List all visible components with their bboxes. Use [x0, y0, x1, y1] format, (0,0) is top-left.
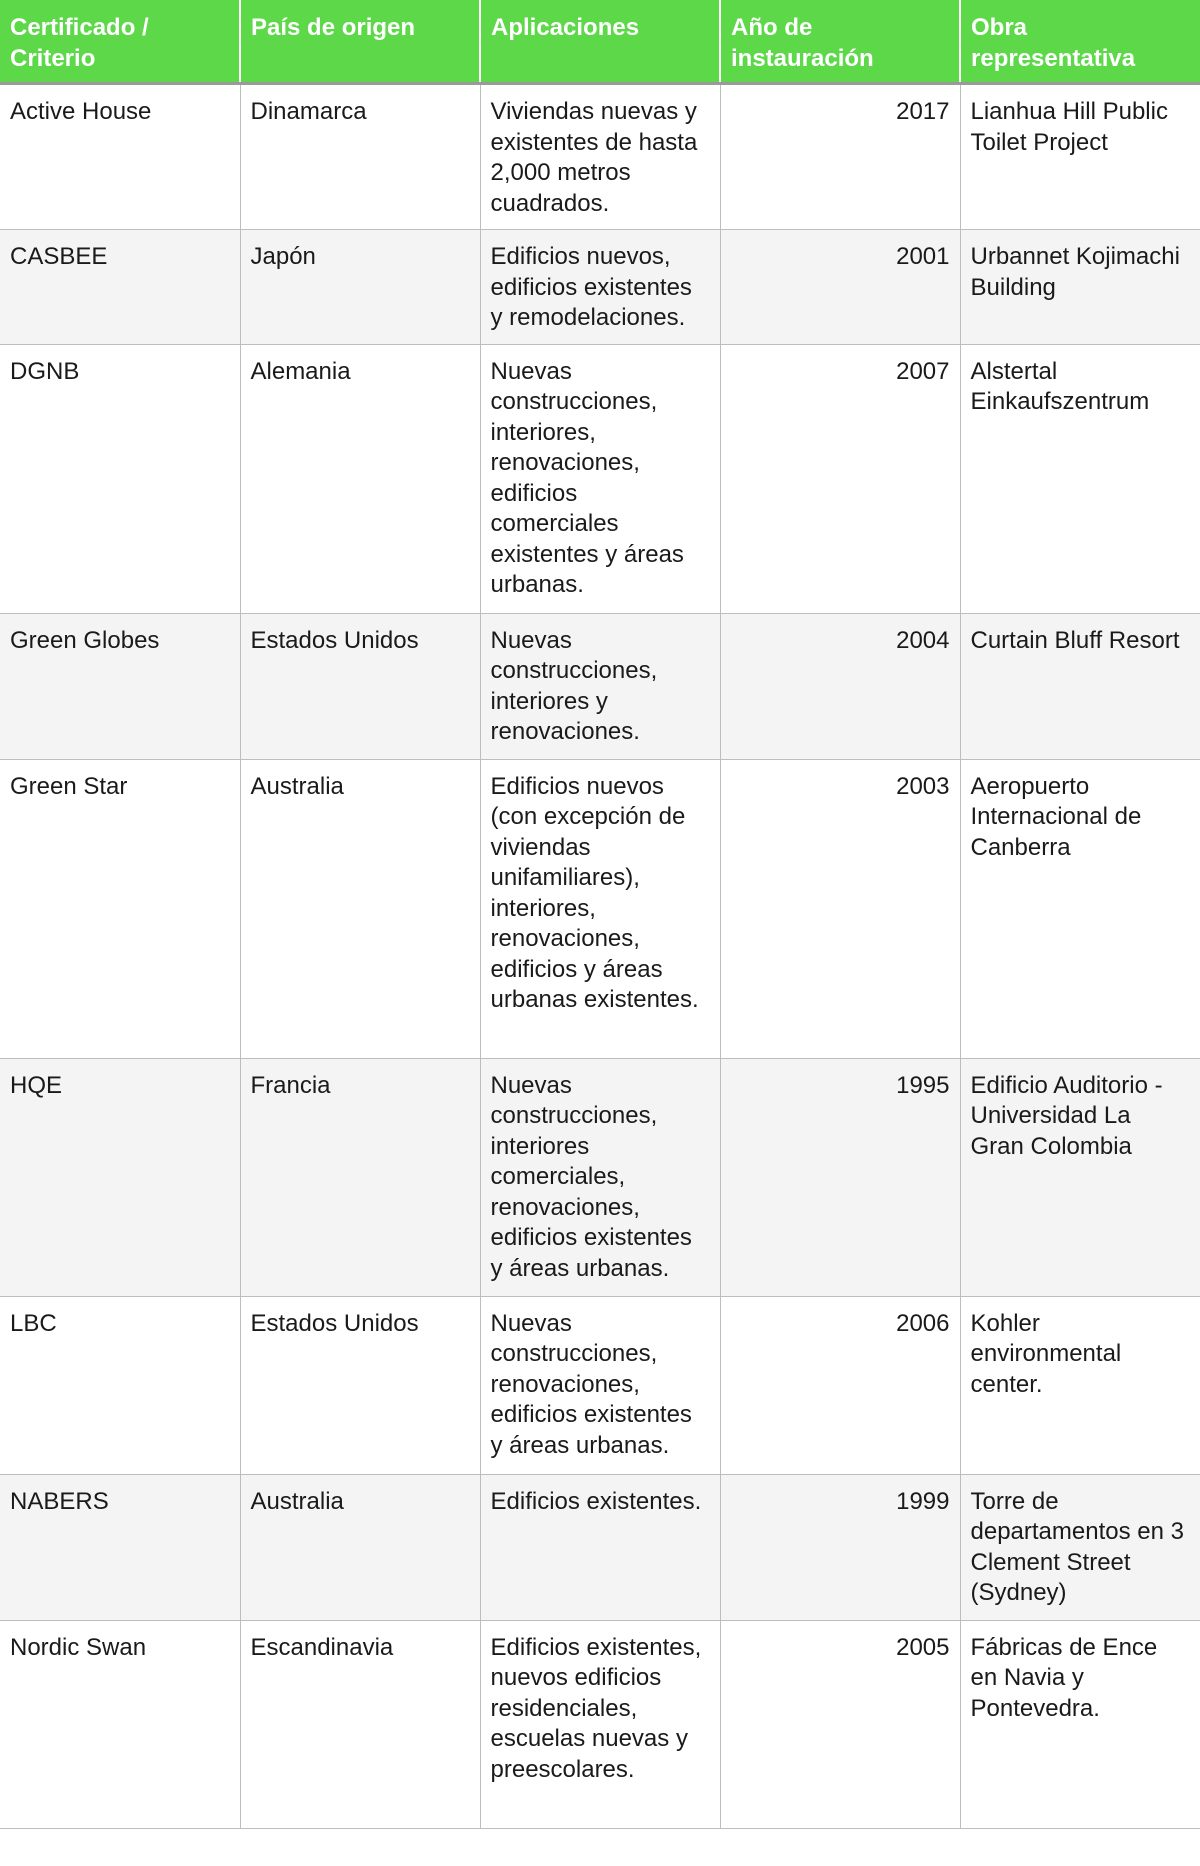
- table-header: [0, 0, 1200, 84]
- cell-work: Lianhua Hill Public Toilet Project: [960, 84, 1200, 230]
- cell-applications: Edificios nuevos (con excepción de viviendas unifamiliares), interiores, renovaciones, edificios y áreas urbanas existentes.: [480, 759, 720, 1058]
- table-body: [0, 84, 1200, 1829]
- cell-work: Edificio Auditorio - Universidad La Gran Colombia: [960, 1058, 1200, 1296]
- cell-country: Australia: [240, 759, 480, 1058]
- cell-work: Aeropuerto Internacional de Canberra: [960, 759, 1200, 1058]
- cell-applications: Nuevas construcciones, interiores, renovaciones, edificios comerciales existentes y áreas urbanas.: [480, 344, 720, 613]
- header-work: Obra representativa: [960, 0, 1200, 84]
- table-row: [0, 1620, 1200, 1828]
- cell-applications: Edificios existentes.: [480, 1474, 720, 1620]
- cell-year: 2006: [720, 1296, 960, 1474]
- cell-work: Torre de departamentos en 3 Clement Street (Sydney): [960, 1474, 1200, 1620]
- cell-certificate: LBC: [0, 1296, 240, 1474]
- cell-applications: Edificios existentes, nuevos edificios residenciales, escuelas nuevas y preescolares.: [480, 1620, 720, 1828]
- header-certificate: Certificado / Criterio: [0, 0, 240, 84]
- cell-work: Fábricas de Ence en Navia y Pontevedra.: [960, 1620, 1200, 1828]
- cell-year: 1995: [720, 1058, 960, 1296]
- cell-country: Francia: [240, 1058, 480, 1296]
- cell-country: Australia: [240, 1474, 480, 1620]
- cell-applications: Nuevas construcciones, interiores comerciales, renovaciones, edificios existentes y áreas urbanas.: [480, 1058, 720, 1296]
- table-row: [0, 759, 1200, 1058]
- cell-country: Dinamarca: [240, 84, 480, 230]
- cell-work: Kohler environmental center.: [960, 1296, 1200, 1474]
- cell-country: Alemania: [240, 344, 480, 613]
- header-row: [0, 0, 1200, 84]
- cell-work: Alstertal Einkaufszentrum: [960, 344, 1200, 613]
- cell-certificate: NABERS: [0, 1474, 240, 1620]
- cell-applications: Viviendas nuevas y existentes de hasta 2,000 metros cuadrados.: [480, 84, 720, 230]
- table-row: [0, 1474, 1200, 1620]
- cell-year: 2001: [720, 230, 960, 345]
- table-row: [0, 1296, 1200, 1474]
- cell-certificate: CASBEE: [0, 230, 240, 345]
- cell-year: 2005: [720, 1620, 960, 1828]
- table-row: [0, 344, 1200, 613]
- cell-applications: Nuevas construcciones, renovaciones, edificios existentes y áreas urbanas.: [480, 1296, 720, 1474]
- cell-year: 1999: [720, 1474, 960, 1620]
- cell-year: 2007: [720, 344, 960, 613]
- header-country: País de origen: [240, 0, 480, 84]
- cell-work: Urbannet Kojimachi Building: [960, 230, 1200, 345]
- header-applications: Aplicaciones: [480, 0, 720, 84]
- cell-year: 2004: [720, 613, 960, 759]
- cell-country: Estados Unidos: [240, 1296, 480, 1474]
- table-row: [0, 1058, 1200, 1296]
- table-row: [0, 230, 1200, 345]
- header-year: Año de instauración: [720, 0, 960, 84]
- cell-country: Japón: [240, 230, 480, 345]
- cell-country: Estados Unidos: [240, 613, 480, 759]
- table-row: [0, 84, 1200, 230]
- cell-certificate: Green Star: [0, 759, 240, 1058]
- cell-applications: Edificios nuevos, edificios existentes y remodelaciones.: [480, 230, 720, 345]
- cell-year: 2003: [720, 759, 960, 1058]
- cell-certificate: DGNB: [0, 344, 240, 613]
- cell-year: 2017: [720, 84, 960, 230]
- cell-certificate: Nordic Swan: [0, 1620, 240, 1828]
- cell-country: Escandinavia: [240, 1620, 480, 1828]
- cell-certificate: HQE: [0, 1058, 240, 1296]
- cell-certificate: Active House: [0, 84, 240, 230]
- cell-certificate: Green Globes: [0, 613, 240, 759]
- table-row: [0, 613, 1200, 759]
- cell-work: Curtain Bluff Resort: [960, 613, 1200, 759]
- cell-applications: Nuevas construcciones, interiores y renovaciones.: [480, 613, 720, 759]
